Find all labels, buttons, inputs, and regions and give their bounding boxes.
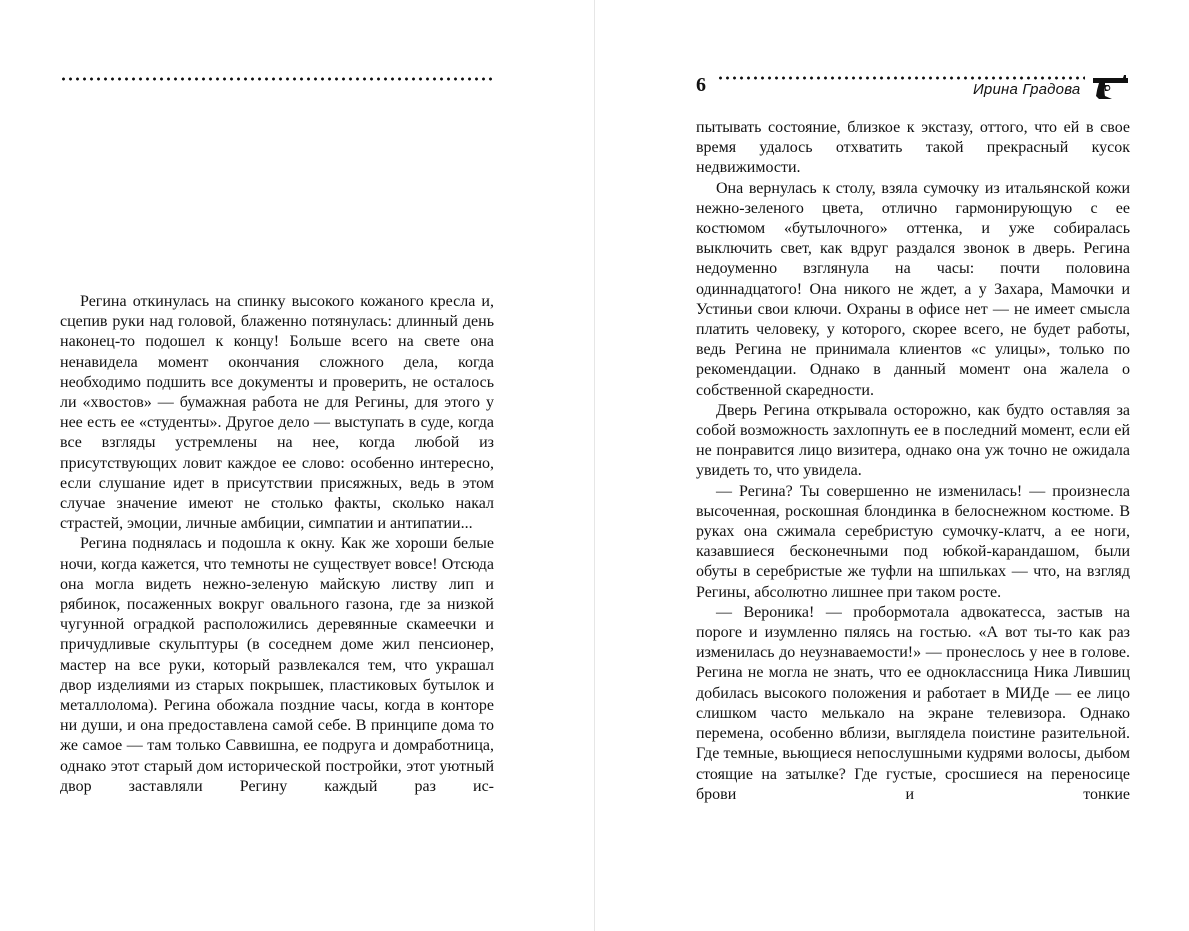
paragraph: пытывать состояние, близкое к экстазу, оттого, что ей в свое время удалось отхватить такой прекрасный кусок недвижимости. — [696, 119, 1130, 177]
paragraph: Регина поднялась и подошла к окну. Как же хороши белые ночи, когда кажется, что темноты не существует вовсе! Отсюда она могла видеть нежно-зеленую майскую листву лип и рябинок, посаженных вокруг овального газона, где за низкой чугунной оградкой расположились деревянные скамеечки и причудливые скульптуры (в соседнем доме жил пенсионер, мастер на все руки, который развлекался тем, что украшал двор изделиями из старых покрышек, пластиковых бутылок и металлолома). Регина обожала поздние часы, когда в конторе ни души, и она предоставлена самой себе. В принципе дома то же самое — там только Саввишна, ее подруга и домработница, однако этот старый дом исторической постройки, этот уютный двор заставляли Регину каждый раз ис- — [60, 535, 494, 795]
page-number: 6 — [696, 74, 706, 96]
right-page-text — [696, 118, 1130, 805]
paragraph: Регина откинулась на спинку высокого кожаного кресла и, сцепив руки над головой, блаженно потянулась: длинный день наконец-то подошел к концу! Больше всего на свете она ненавидела момент окончания сложного дела, когда необходимо подшить все документы и проверить, не осталось ли «хвостов» — бумажная работа не для Регины, для этого у нее есть ее «студенты». Другое дело — выступать в суде, когда все взгляды устремлены на нее, когда любой из присутствующих ловит каждое ее слово: особенно интересно, если слушание идет в присутствии присяжных, ведь в этом случае значение имеют не столько факты, сколько накал страстей, эмоции, личные амбиции, симпатии и антипатии... — [60, 293, 494, 533]
paragraph: — Вероника! — пробормотала адвокатесса, застыв на пороге и изумленно пялясь на гостью. «А вот ты-то как раз изменилась до неузнаваемости!» — пронеслось у нее в голове. Регина не могла не знать, что ее одноклассница Ника Лившиц добилась высокого положения и работает в МИДе — ее лицо слишком часто мелькало на экране телевизора. Однако перемена, особенно вблизи, выглядела поистине разительной. Где темные, вьющиеся непослушными кудрями волосы, дыбом стоящие на затылке? Где густые, сросшиеся на переносице брови и тонкие — [696, 603, 1130, 803]
paragraph: Она вернулась к столу, взяла сумочку из итальянской кожи нежно-зеленого цвета, отлично гармонирующую с ее костюмом «бутылочного» оттенка, и уже собиралась выключить свет, как вдруг раздался звонок в дверь. Регина недоуменно взглянула на часы: почти половина одиннадцатого! Она никого не ждет, а у Захара, Мамочки и Устиньи свои ключи. Охраны в офисе нет — не имеет смысла платить человеку, у которого, скорее всего, не будет работы, ведь Регина не принимала клиентов «с улицы», только по рекомендации. Однако в данный момент она жалела о собственной скаредности. — [696, 179, 1130, 399]
left-page-text — [60, 292, 494, 797]
header-dotted-rule — [717, 76, 1085, 80]
right-page — [595, 0, 1189, 931]
paragraph: — Регина? Ты совершенно не изменилась! — произнесла высоченная, роскошная блондинка в белоснежном костюме. В руках она сжимала серебристую сумочку-клатч, а ее ноги, казавшиеся бесконечными под юбкой-карандашом, были обуты в серебристые же туфли на шпильках — что, на взгляд Регины, абсолютно лишнее при таком росте. — [696, 482, 1130, 601]
left-page — [0, 0, 594, 931]
revolver-icon — [1093, 74, 1129, 100]
paragraph: Дверь Регина открывала осторожно, как будто оставляя за собой возможность захлопнуть ее в последний момент, если ей не понравится лицо визитера, однако она уж точно не ожидала увидеть то, что увидела. — [696, 401, 1130, 480]
running-head-author: Ирина Градова — [973, 81, 1081, 98]
header-dotted-rule — [60, 77, 494, 81]
